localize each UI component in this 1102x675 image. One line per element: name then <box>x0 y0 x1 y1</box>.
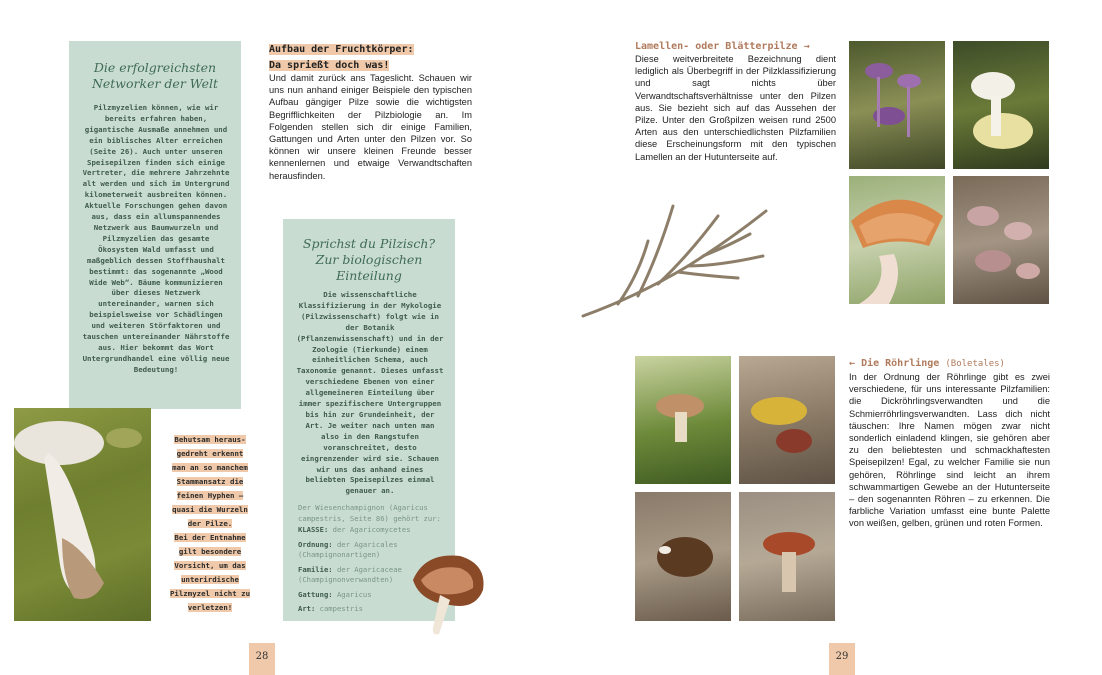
info-box-networker <box>69 41 241 409</box>
info-box-taxonomy-title: Sprichst du Pilzisch? Zur biologischen Einteilung <box>302 236 436 283</box>
photo-roehrlinge-3 <box>635 492 731 621</box>
mushroom-hyphen-illustration <box>14 408 151 621</box>
photo-lamellen-3 <box>849 176 945 304</box>
section-aufbau <box>269 40 472 182</box>
section-aufbau-body: Und damit zurück ans Tageslicht. Schauen wir uns nun anhand einiger Beispiele den typischen Aufbau gängiger Pilze sowie die wichtigsten Begrifflichkeiten der Pilzbiologie an. Im Folgenden stellen sich dir einige Familien, Gattungen und Arten unter den Pilzen vor. So können wir unsere kleinen Freunde besser kennenlernen und etwaige Verwandtschaften herausfinden. <box>269 73 472 181</box>
taxonomy-row: Gattung: Agaricus <box>298 589 372 599</box>
taxonomy-intro: Der Wiesenchampignon (Agaricus campestris, Seite 86) gehört zur: <box>298 503 441 523</box>
taxonomy-row: Ordnung: der Agaricales (Champignonartigen) <box>298 539 398 559</box>
section-roehrlinge <box>849 357 1050 530</box>
section-roehrlinge-body: In der Ordnung der Röhrlinge gibt es zwei verschiedene, für uns interessante Pilzfamilien: die Dickröhrlingsverwandten und die Schmierröhrlingsverwandten. Lass dich nicht täuschen: Ihre Namen mögen zwar nicht sonderlich einladend klingen, sie gehören aber zu den beliebtesten und schmackhaftesten Speisepilzen! Egal, zu welcher Familie sie nun gehören, Röhrlinge sind leicht an ihrem schwammartigen Gewebe an der Hutunterseite – den sogenannten Röhren – zu erkennen. Die farbliche Variation umfasst eine bunte Palette von weißen, gelben, grünen und roten Formen. <box>849 372 1050 529</box>
section-lamellen-body: Diese weitverbreitete Bezeichnung dient lediglich als Überbegriff in der Pilzklassifizierung und sagt nichts über Verwandtschaftsverhältnisse unter den Pilzen aus. Sie bezieht sich auf das Aussehen der Pilze. Unter den Großpilzen weisen rund 2500 Arten aus den unterschiedlichsten Pilzfamilien diese Erscheinungsform mit den typischen Lamellen an der Hutunterseite auf. <box>635 54 836 162</box>
info-box-taxonomy-body: Die wissenschaftliche Klassifizierung in der Mykologie (Pilzwissenschaft) folgt wie in der Botanik (Pflanzenwissenschaft) und in der Zoologie (Tierkunde) einem einheitlichen Schema, auch Taxonomie genannt. Dieses umfasst verschiedene Ebenen von einer allgemeineren Einteilung über immer spezifischere Untergruppen bis hin zur Grundeinheit, der Art. Je weiter nach unten man also in den Rangstufen voranschreitet, desto eingrenzender wird sie. Schauen wir uns das anhand eines beliebten Speisepilzes einmal genauer an. <box>296 290 444 496</box>
arrow-right-icon: → <box>803 41 810 52</box>
branch-illustration <box>578 196 773 321</box>
photo-lamellen-4 <box>953 176 1049 304</box>
section-aufbau-heading: Aufbau der Fruchtkörper: Da sprießt doch was! <box>269 44 414 71</box>
taxonomy-row: KLASSE: der Agaricomycetes <box>298 525 411 534</box>
info-box-networker-body: Pilzmyzelien können, wie wir bereits erfahren haben, gigantische Ausmaße annehmen und ein biblisches Alter erreichen (Seite 26). Auch unter unseren Speisepilzen finden sich einige Vertreter, die mehrere Jahrzehnte alt werden und sich im Untergrund kilometerweit ausbreiten können. Aktuelle Forschungen gehen davon aus, dass ein allumspannendes Netzwerk aus Baumwurzeln und Pilzmyzelien das gesamte Ökosystem Wald umfasst und maßgeblich dessen Stoffhaushalt bestimmt: das sogenannte „Wood Wide Web“. Bäume kommunizieren über dieses Netzwerk untereinander, warnen sich beispielsweise vor Schädlingen und weiteren Störfaktoren und tauschen untereinander Nährstoffe aus. Hier bekommt das Wort Untergrundhandel eine völlig neue Bedeutung! <box>82 103 230 374</box>
photo-mushroom-hyphen <box>14 408 151 621</box>
page-number-right: 29 <box>829 643 855 675</box>
taxonomy-row: Familie: der Agaricaceae (Champignonverwandten) <box>298 564 402 584</box>
page-number-left: 28 <box>249 643 275 675</box>
photo-caption: Behutsam heraus- gedreht erkennt man an so manchem Stammansatz die feinen Hyphen – quasi die Wurzeln der Pilze. Bei der Entnahme gilt besondere Vorsicht, um das unterirdische Pilzmyzel nicht zu verletzen! <box>169 435 251 612</box>
photo-lamellen-2 <box>953 41 1049 169</box>
photo-lamellen-1 <box>849 41 945 169</box>
mushroom-illustration <box>405 550 490 640</box>
photo-roehrlinge-1 <box>635 356 731 484</box>
taxonomy-row: Art: campestris <box>298 604 363 613</box>
photo-roehrlinge-4 <box>739 492 835 621</box>
photo-roehrlinge-2 <box>739 356 835 484</box>
section-lamellen-heading: Lamellen- oder Blätterpilze → <box>635 41 810 52</box>
section-lamellen <box>635 40 836 163</box>
arrow-left-icon: ← <box>849 358 856 369</box>
info-box-networker-title: Die erfolgreichsten Networker der Welt <box>91 60 219 91</box>
section-roehrlinge-heading: ← Die Röhrlinge (Boletales) <box>849 358 1005 369</box>
